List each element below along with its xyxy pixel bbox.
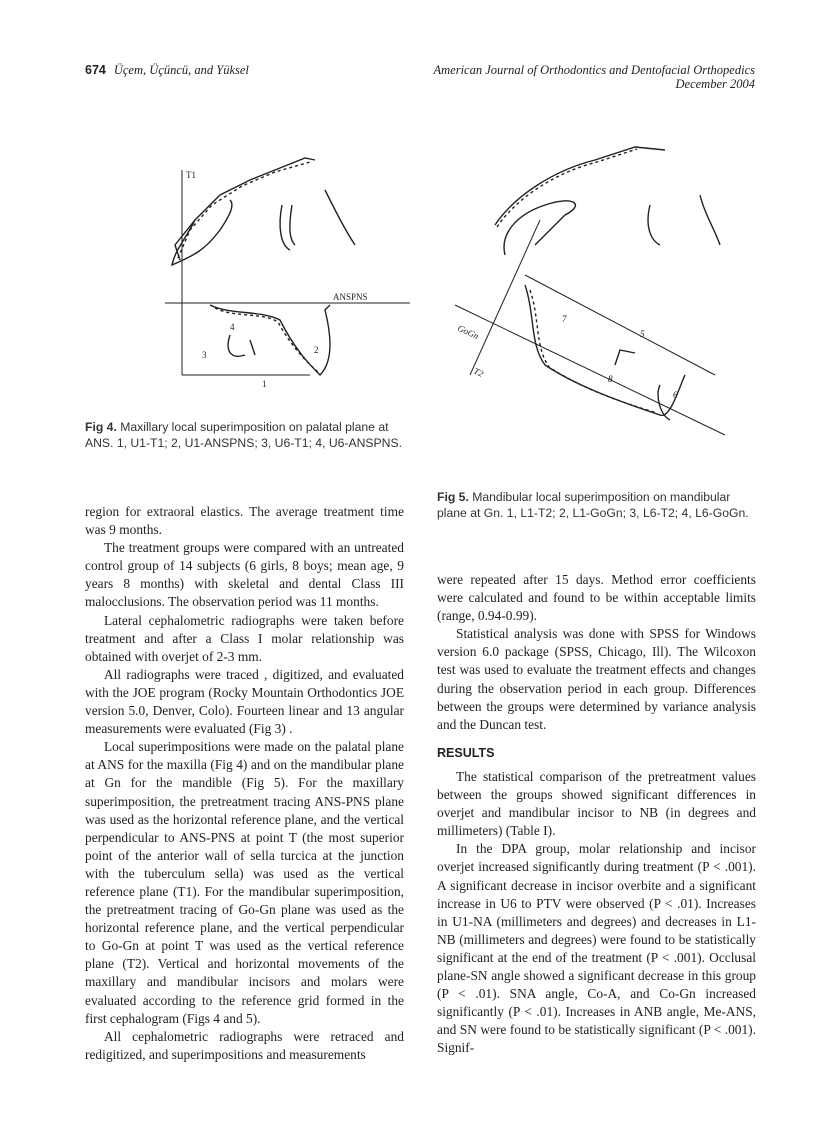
figure-4-drawing [150,150,420,400]
authors: Üçem, Üçüncü, and Yüksel [113,63,249,77]
running-header-right [434,63,756,91]
paragraph: The treatment groups were compared with an untreated control group of 14 subjects (6 girls, 8 boys; mean age, 9 years 8 months) with skeletal and dental Class III malocclusions. The observation period was 11 months. [85,540,404,610]
figure-4-label: Fig 4. [85,420,117,434]
figure-5-label: Fig 5. [437,490,469,504]
figure-5-caption-text: Mandibular local superimposition on mandibular plane at Gn. 1, L1-T2; 2, L1-GoGn; 3, L6-T2; 4, L6-GoGn. [437,490,749,520]
page-number: 674 [85,63,106,77]
paragraph: Local superimpositions were made on the palatal plane at ANS for the maxilla (Fig 4) and on the mandibular plane at Gn for the mandible (Fig 5). For the maxillary superimposition, the pretreatment tracing ANS-PNS plane was used as the horizontal reference plane, and the vertical perpendicular to ANS-PNS at point T (the most superior point of the anterior wall of sella turcica at the junction with the tuberculum sella) was used as the vertical reference plane (T1). For the mandibular superimposition, the pretreatment tracing of Go-Gn plane was used as the horizontal reference plane, and the vertical perpendicular to Go-Gn at point T was used as the vertical reference plane (T2). Vertical and horizontal movements of the maxillary and mandibular incisors and molars were evaluated according to the reference grid formed in the first cephalogram (Figs 4 and 5). [85,739,404,1026]
label-5: 5 [640,329,645,339]
figure-4-caption [85,420,405,451]
figure-5-drawing [445,135,745,455]
t1-label: T1 [186,170,196,180]
issue-date: December 2004 [675,77,755,91]
paragraph: All cephalometric radiographs were retraced and redigitized, and superimpositions and measurements [85,1028,404,1062]
label-1: 1 [262,379,267,389]
label-3: 3 [202,350,207,360]
label-4: 4 [230,322,235,332]
label-8: 8 [608,374,613,384]
paragraph: were repeated after 15 days. Method error coefficients were calculated and found to be within acceptable limits (range, 0.94-0.99). [437,572,756,624]
t2-label: T2 [472,365,486,379]
label-6: 6 [673,390,678,400]
label-7: 7 [562,314,567,324]
section-heading-results: RESULTS [437,745,495,760]
label-2: 2 [314,345,319,355]
gogn-label: GoGn [456,322,481,342]
paragraph: Statistical analysis was done with SPSS for Windows version 6.0 package (SPSS, Chicago, Ill). The Wilcoxon test was used to evaluate the treatment effects and changes during the observation period in each group. Differences between the groups were determined by variance analysis and the Duncan test. [437,626,756,732]
running-header-left [85,63,249,78]
anspns-label: ANSPNS [333,292,368,302]
paragraph: region for extraoral elastics. The average treatment time was 9 months. [85,504,404,538]
journal-name: American Journal of Orthodontics and Dentofacial Orthopedics [433,63,755,77]
paragraph: All radiographs were traced , digitized, and evaluated with the JOE program (Rocky Mountain Orthodontics JOE version 5.0, Denver, Colo). Fourteen linear and 13 angular measurements were evaluated (Fig 3) . [85,666,404,737]
right-column [437,571,756,1057]
left-column [85,503,404,1064]
paragraph: In the DPA group, molar relationship and incisor overjet increased significantly during treatment (P < .001). A significant decrease in incisor overbite and a significant increase in U6 to PTV were observed (P < .01). Increases in U1-NA (millimeters and degrees) and decreases in L1-NB (millimeters and degrees) were found to be statistically significant at the end of the treatment (P < .001). Occlusal plane-SN angle showed a significant decrease in this group (P < .01). SNA angle, Co-A, and Co-Gn increased significantly (P < .01). Increases in ANB angle, Me-ANS, and SN were found to be statistically significant (P < .001). Signif- [437,841,756,1056]
figure-5-caption [437,490,757,521]
paragraph: The statistical comparison of the pretreatment values between the groups showed significant differences in overjet and mandibular incisor to NB (in degrees and millimeters) (Table I). [437,768,756,839]
figure-4-caption-text: Maxillary local superimposition on palatal plane at ANS. 1, U1-T1; 2, U1-ANSPNS; 3, U6-T1; 4, U6-ANSPNS. [85,420,402,450]
paragraph: Lateral cephalometric radiographs were taken before treatment and after a Class I molar relationship was obtained with overjet of 2-3 mm. [85,612,404,664]
